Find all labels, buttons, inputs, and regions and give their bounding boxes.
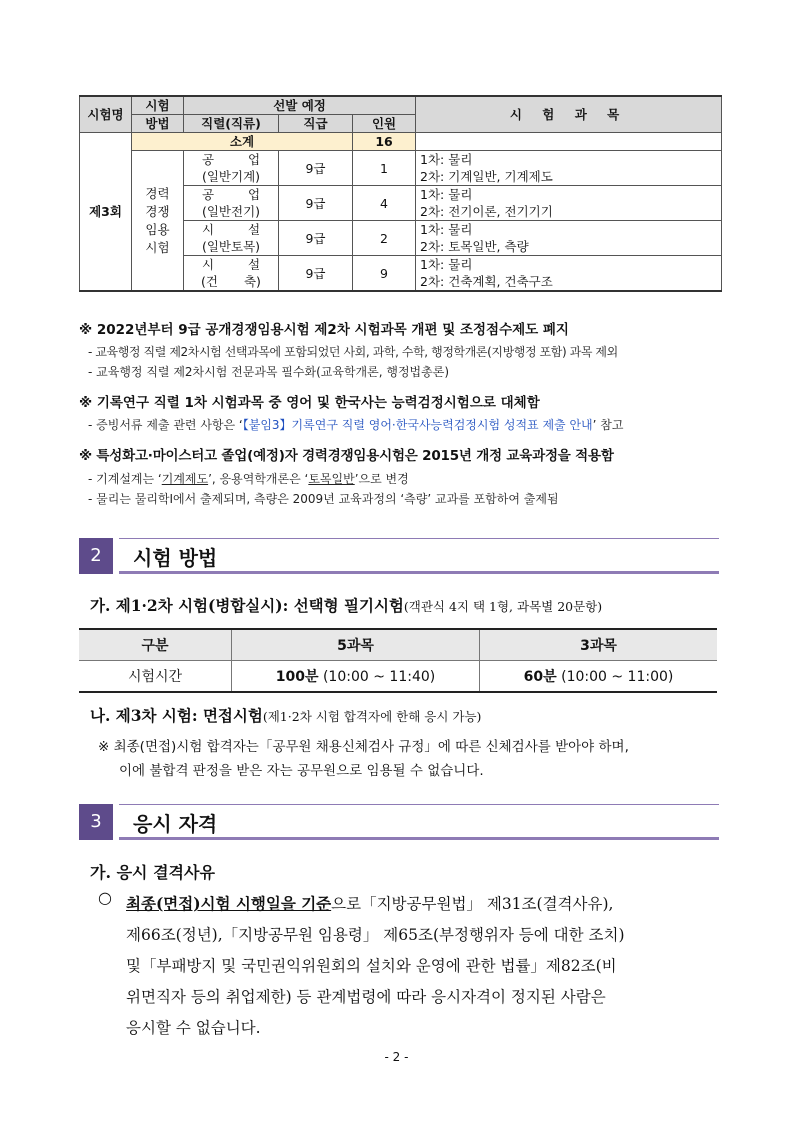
header-exam-method-2: 방법 (132, 115, 184, 133)
table-row (80, 151, 722, 186)
subject-cell: 1차: 물리 2차: 토목일반, 측량 (416, 221, 722, 256)
section-title: 시험 방법 (133, 546, 218, 570)
header-exam-name: 시험명 (80, 96, 132, 133)
method-written: 가. 제1·2차 시험(병합실시): 선택형 필기시험(객관식 4지 택 1형, 과목별 20문항) (90, 596, 603, 615)
grade-cell: 9급 (279, 151, 353, 186)
grade-cell: 9급 (279, 186, 353, 221)
header-subjects: 시 험 과 목 (416, 96, 722, 133)
count-cell: 4 (353, 186, 416, 221)
grade-cell: 9급 (279, 221, 353, 256)
job-cell: 공 업 (일반기계) (184, 151, 279, 186)
note-heading-3: ※ 특성화고·마이스터고 졸업(예정)자 경력경쟁임용시험은 2015년 개정 교육과정을 적용함 (79, 448, 614, 464)
section-2-header (79, 538, 719, 574)
subject-cell: 1차: 물리 2차: 전기이론, 전기기기 (416, 186, 722, 221)
section-number: 2 (79, 538, 113, 574)
note-item: - 교육행정 직렬 제2차시험 전문과목 필수화(교육학개론, 행정법총론) (88, 365, 450, 379)
subject-cell: 1차: 물리 2차: 건축계획, 건축구조 (416, 256, 722, 292)
count-cell: 2 (353, 221, 416, 256)
note-item: - 교육행정 직렬 제2차시험 선택과목에 포함되었던 사회, 과학, 수학, 행정학개론(지방행정 포함) 과목 제외 (88, 345, 618, 359)
note-heading-1: ※ 2022년부터 9급 공개경쟁임용시험 제2차 시험과목 개편 및 조정점수제도 폐지 (79, 322, 569, 338)
bullet-icon: ○ (98, 888, 112, 907)
attachment-link[interactable]: 【붙임3】기록연구 직렬 영어·한국사능력검정시험 성적표 제출 안내 (242, 418, 593, 432)
header-job: 직렬(직류) (184, 115, 279, 133)
section-3-header (79, 804, 719, 840)
job-cell: 시 설 (건 축) (184, 256, 279, 292)
header-grade: 직급 (279, 115, 353, 133)
note-item: - 물리는 물리학Ⅰ에서 출제되며, 측량은 2009년 교육과정의 ‘측량’ 교과를 포함하여 출제됨 (88, 492, 559, 506)
interview-remark: 이에 불합격 판정을 받은 자는 공무원으로 임용될 수 없습니다. (119, 763, 484, 779)
exam-time-table: 구분 5과목 3과목 시험시간 100분 (10:00 ~ 11:40) 60분 (10:00 ~ 11:00) (79, 628, 717, 693)
grade-cell: 9급 (279, 256, 353, 292)
count-cell: 1 (353, 151, 416, 186)
subtotal-row (80, 133, 722, 151)
qualification-paragraph: 최종(면접)시험 시행일을 기준으로「지방공무원법」 제31조(결격사유), 제66조(정년),「지방공무원 임용령」 제65조(부정행위자 등에 대한 조치) 및「부패방지 및 국민권익위원회의 설치와 운영에 관한 법률」제82조(비 위면직자 등의 취업제한) 등 관계법령에 따라 응시자격이 정지된 사람은 응시할 수 없습니다. (126, 894, 625, 1037)
subtotal-value: 16 (353, 133, 416, 151)
job-cell: 공 업 (일반전기) (184, 186, 279, 221)
exam-table (79, 95, 722, 292)
qualification-heading: 가. 응시 결격사유 (90, 863, 215, 882)
note-item: - 증빙서류 제출 관련 사항은 ‘【붙임3】기록연구 직렬 영어·한국사능력검정시험 성적표 제출 안내’ 참고 (88, 418, 624, 432)
header-selection: 선발 예정 (184, 96, 416, 115)
page-number: - 2 - (384, 1050, 409, 1064)
count-cell: 9 (353, 256, 416, 292)
header-count: 인원 (353, 115, 416, 133)
header-exam-method-1: 시험 (132, 96, 184, 115)
section-number: 3 (79, 804, 113, 840)
note-item: - 기계설계는 ‘기계제도’, 응용역학개론은 ‘토목일반’으로 변경 (88, 472, 409, 486)
method-cell: 경력 경쟁 임용 시험 (132, 151, 184, 292)
subtotal-label: 소계 (132, 133, 353, 151)
method-interview: 나. 제3차 시험: 면접시험(제1·2차 시험 합격자에 한해 응시 가능) (90, 706, 482, 725)
note-heading-2: ※ 기록연구 직렬 1차 시험과목 중 영어 및 한국사는 능력검정시험으로 대체함 (79, 395, 540, 411)
section-title: 응시 자격 (133, 812, 218, 836)
interview-remark: ※ 최종(면접)시험 합격자는「공무원 채용신체검사 규정」에 따른 신체검사를 받아야 하며, (98, 739, 629, 755)
job-cell: 시 설 (일반토목) (184, 221, 279, 256)
round-cell: 제3회 (80, 133, 132, 292)
subject-cell: 1차: 물리 2차: 기계일반, 기계제도 (416, 151, 722, 186)
